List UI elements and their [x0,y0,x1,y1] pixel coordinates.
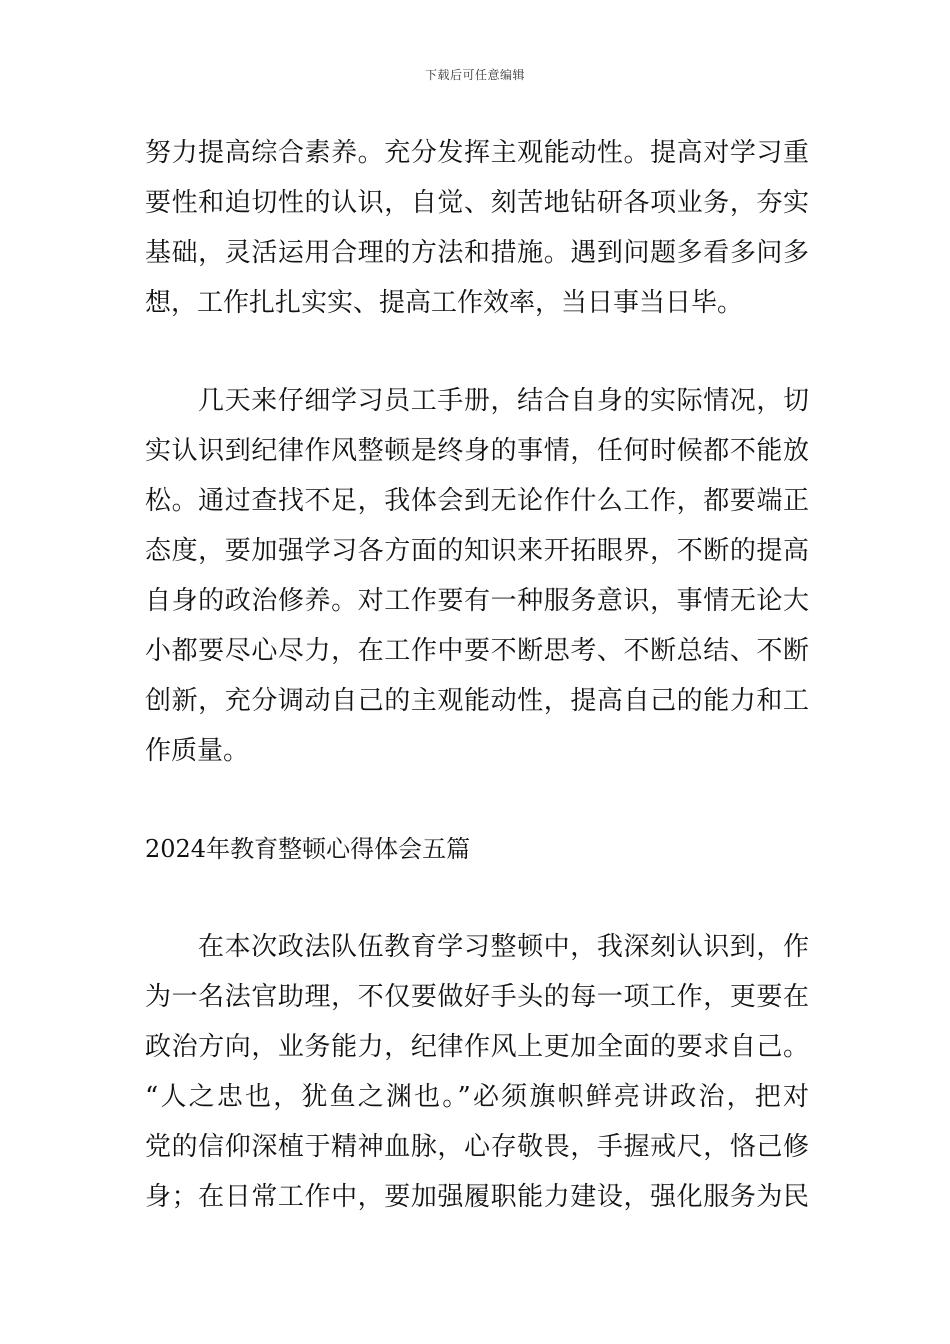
paragraph-line: 基础，灵活运用合理的方法和措施。遇到问题多看多问多 [145,238,809,268]
paragraph-2 [145,376,809,776]
paragraph-line: 创新，充分调动自己的主观能动性，提高自己的能力和工 [145,686,809,716]
paragraph-line: 身；在日常工作中，要加强履职能力建设，强化服务为民 [145,1182,809,1212]
paragraph-line: 作质量。 [145,736,250,766]
header-note: 下载后可任意编辑 [424,68,525,82]
paragraph-line: 党的信仰深植于精神血脉，心存敬畏，手握戒尺，恪己修 [145,1132,809,1162]
paragraph-line: 态度，要加强学习各方面的知识来开拓眼界，不断的提高 [145,536,809,566]
paragraph-line: 政治方向，业务能力，纪律作风上更加全面的要求自己。 [145,1032,809,1062]
paragraph-line: 努力提高综合素养。充分发挥主观能动性。提高对学习重 [145,138,809,168]
paragraph-line: 自身的政治修养。对工作要有一种服务意识，事情无论大 [145,586,809,616]
paragraph-1 [145,128,809,328]
paragraph-spacer [145,776,809,824]
paragraph-line: 想，工作扎扎实实、提高工作效率，当日事当日毕。 [145,288,744,318]
paragraph-line: 在本次政法队伍教育学习整顿中，我深刻认识到，作 [198,932,809,962]
paragraph-line: 小都要尽心尽力，在工作中要不断思考、不断总结、不断 [145,636,809,666]
paragraph-line: 实认识到纪律作风整顿是终身的事情，任何时候都不能放 [145,436,809,466]
section-heading: 2024年教育整顿心得体会五篇 [145,835,471,863]
paragraph-spacer [145,328,809,376]
paragraph-line: 为一名法官助理，不仅要做好手头的每一项工作，更要在 [145,982,809,1012]
document-body [145,128,809,1222]
paragraph-3 [145,922,809,1222]
paragraph-line: 几天来仔细学习员工手册，结合自身的实际情况，切 [198,386,809,416]
paragraph-line: “人之忠也，犹鱼之渊也。”必须旗帜鲜亮讲政治，把对 [145,1082,809,1112]
paragraph-line: 松。通过查找不足，我体会到无论作什么工作，都要端正 [145,486,809,516]
paragraph-spacer [145,874,809,922]
paragraph-line: 要性和迫切性的认识，自觉、刻苦地钻研各项业务，夯实 [145,188,809,218]
